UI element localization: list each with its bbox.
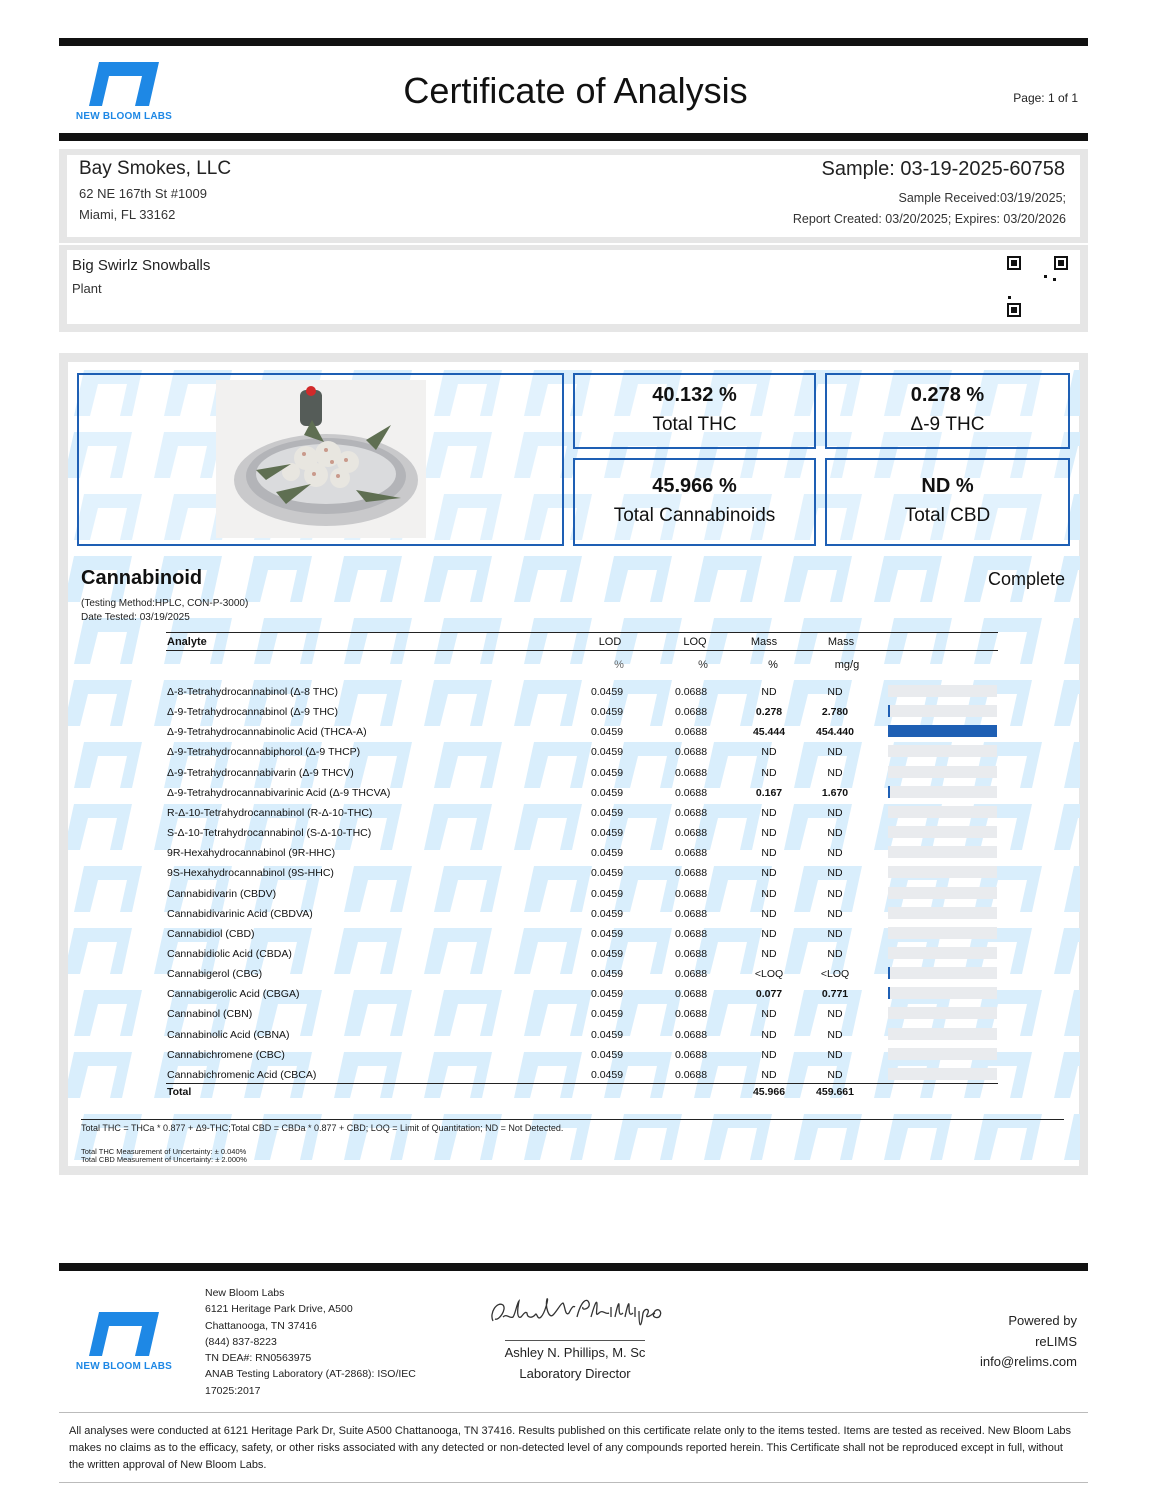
powered-by: Powered by	[1008, 1313, 1077, 1328]
header-bottom-rule	[59, 133, 1088, 141]
cell-mass-pct: ND	[761, 907, 777, 920]
cell-loq: 0.0688	[674, 907, 708, 920]
cell-mass-mg: ND	[827, 1068, 843, 1081]
cell-lod: 0.0459	[590, 806, 624, 819]
lab-dea: TN DEA#: RN0563975	[205, 1352, 312, 1365]
stat-value: 45.966 %	[652, 475, 737, 497]
cell-mass-mg: 454.440	[816, 726, 854, 739]
col-analyte: Analyte	[167, 636, 207, 648]
unit-lod: %	[614, 659, 624, 671]
cell-lod: 0.0459	[590, 1028, 624, 1041]
sample-photo	[216, 380, 426, 538]
section-title: Cannabinoid	[81, 567, 203, 589]
col-lod: LOD	[598, 636, 622, 648]
cell-lod: 0.0459	[590, 1068, 624, 1081]
analyte-name: S-Δ-10-Tetrahydrocannabinol (S-Δ-10-THC)	[167, 827, 372, 840]
level-bar-track	[888, 685, 997, 697]
uncertainty-cbd: Total CBD Measurement of Uncertainty: ± 2.000%	[81, 1155, 247, 1164]
level-bar-track	[888, 866, 997, 878]
table-header-rule	[166, 650, 998, 651]
stat-label: Total CBD	[904, 505, 991, 526]
cell-mass-mg: ND	[827, 806, 843, 819]
cell-mass-pct: ND	[761, 686, 777, 698]
cell-mass-pct: ND	[761, 1008, 777, 1021]
cell-lod: 0.0459	[590, 847, 624, 860]
stat-total-thc	[573, 373, 816, 449]
cell-mass-mg: ND	[827, 847, 843, 860]
lab-address1: 6121 Heritage Park Drive, A500	[205, 1303, 353, 1316]
level-bar-track	[888, 806, 997, 818]
cell-lod: 0.0459	[590, 907, 624, 920]
cell-loq: 0.0688	[674, 968, 708, 981]
cell-loq: 0.0688	[674, 1048, 708, 1061]
stat-value: 40.132 %	[652, 384, 737, 406]
table-bottom-rule	[81, 1119, 1064, 1120]
cell-mass-pct: ND	[761, 827, 777, 840]
date-tested: Date Tested: 03/19/2025	[81, 612, 190, 623]
cell-loq: 0.0688	[674, 726, 708, 739]
unit-mass-mg: mg/g	[834, 659, 860, 671]
analyte-name: Δ-9-Tetrahydrocannabivarinic Acid (Δ-9 THCVA)	[167, 786, 391, 799]
cell-loq: 0.0688	[674, 867, 708, 880]
client-address-line2: Miami, FL 33162	[79, 207, 176, 222]
client-address-line1: 62 NE 167th St #1009	[79, 186, 207, 201]
cell-mass-pct: ND	[761, 1028, 777, 1041]
analyte-name: Cannabidiol (CBD)	[167, 927, 255, 940]
lab-contact	[205, 1285, 445, 1399]
cell-loq: 0.0688	[674, 746, 708, 759]
cell-lod: 0.0459	[590, 988, 624, 1001]
cell-mass-pct: 0.077	[755, 988, 783, 1001]
product-panel	[59, 245, 1088, 332]
cell-lod: 0.0459	[590, 726, 624, 739]
sample-received: Sample Received:03/19/2025;	[898, 191, 1066, 205]
cell-lod: 0.0459	[590, 1008, 624, 1021]
analyte-name: Δ-9-Tetrahydrocannabiphorol (Δ-9 THCP)	[167, 746, 361, 759]
signature-line	[505, 1340, 645, 1341]
level-bar-track	[888, 967, 997, 979]
cell-loq: 0.0688	[674, 786, 708, 799]
cell-mass-mg: 0.771	[821, 988, 849, 1001]
cell-loq: 0.0688	[674, 947, 708, 960]
analyte-name: Cannabidivarinic Acid (CBDVA)	[167, 907, 313, 920]
cell-loq: 0.0688	[674, 1068, 708, 1081]
cell-mass-mg: <LOQ	[820, 968, 850, 981]
sample-id: Sample: 03-19-2025-60758	[821, 158, 1065, 180]
cell-lod: 0.0459	[590, 947, 624, 960]
cell-mass-mg: ND	[827, 827, 843, 840]
level-bar-track	[888, 1048, 997, 1060]
product-name: Big Swirlz Snowballs	[72, 257, 211, 274]
level-bar-track	[888, 786, 997, 798]
cell-loq: 0.0688	[674, 1028, 708, 1041]
signature-image	[487, 1293, 667, 1338]
col-loq: LOQ	[683, 636, 707, 648]
unit-mass-pct: %	[768, 659, 778, 671]
stat-label: Total THC	[652, 414, 737, 435]
stat-value: ND %	[921, 475, 974, 497]
cell-lod: 0.0459	[590, 686, 624, 698]
cell-mass-mg: ND	[827, 867, 843, 880]
cell-lod: 0.0459	[590, 968, 624, 981]
analyte-name: Cannabinol (CBN)	[167, 1008, 253, 1021]
level-bar-track	[888, 1028, 997, 1040]
logo-text: NEW BLOOM LABS	[75, 111, 173, 122]
footer-bottom-rule	[59, 1482, 1088, 1483]
cell-loq: 0.0688	[674, 686, 708, 698]
cell-mass-mg: ND	[827, 746, 843, 759]
cell-mass-mg: ND	[827, 1028, 843, 1041]
analyte-name: Cannabigerol (CBG)	[167, 968, 263, 981]
cell-lod: 0.0459	[590, 1048, 624, 1061]
analyte-name: Cannabinolic Acid (CBNA)	[167, 1028, 290, 1041]
cell-lod: 0.0459	[590, 927, 624, 940]
total-mass-mg: 459.661	[816, 1086, 854, 1098]
cell-mass-pct: ND	[761, 867, 777, 880]
stat-d9-thc	[825, 373, 1070, 449]
logo-text: NEW BLOOM LABS	[75, 1361, 173, 1372]
formula-note: Total THC = THCa * 0.877 + Δ9-THC;Total CBD = CBDa * 0.877 + CBD; LOQ = Limit of Quantitation; ND = Not Detected.	[81, 1123, 564, 1133]
analyte-name: Δ-8-Tetrahydrocannabinol (Δ-8 THC)	[167, 686, 339, 698]
header-top-rule	[59, 38, 1088, 46]
report-dates: Report Created: 03/20/2025; Expires: 03/20/2026	[792, 212, 1066, 226]
cell-mass-pct: ND	[761, 806, 777, 819]
cell-mass-pct: 0.278	[755, 706, 783, 719]
client-name: Bay Smokes, LLC	[79, 158, 232, 179]
qr-code-icon[interactable]	[1007, 256, 1068, 322]
total-label: Total	[167, 1086, 192, 1098]
disclaimer: All analyses were conducted at 6121 Heritage Park Dr, Suite A500 Chattanooga, TN 37416. Results published on this certificate relate only to the items tested. Items are tested as received. New Bloom Labs makes no claims as to the efficacy, safety, or other risks associated with any detected or non-detected level of any compounds reported herein. This Certificate shall not be reproduced except in full, without the written approval of New Bloom Labs.	[69, 1425, 1071, 1471]
stat-total-cannabinoids	[573, 458, 816, 546]
analyte-name: Cannabichromenic Acid (CBCA)	[167, 1068, 317, 1081]
level-bar-track	[888, 1068, 997, 1080]
cell-lod: 0.0459	[590, 827, 624, 840]
col-mass-pct: Mass	[750, 636, 778, 648]
cell-mass-pct: ND	[761, 847, 777, 860]
cell-loq: 0.0688	[674, 806, 708, 819]
lab-address2: Chattanooga, TN 37416	[205, 1319, 317, 1332]
lab-name: New Bloom Labs	[205, 1287, 285, 1299]
cell-mass-mg: 1.670	[821, 786, 849, 799]
cell-mass-mg: ND	[827, 907, 843, 920]
contact-email[interactable]: info@relims.com	[980, 1354, 1077, 1369]
section-status: Complete	[987, 569, 1065, 589]
cell-mass-mg: ND	[827, 1008, 843, 1021]
lab-accreditation: ANAB Testing Laboratory (AT-2868): ISO/IEC 17025:2017	[205, 1368, 416, 1397]
signer-title: Laboratory Director	[519, 1366, 631, 1381]
col-mass-mg: Mass	[827, 636, 855, 648]
cell-mass-mg: ND	[827, 887, 843, 900]
analyte-name: Cannabidivarin (CBDV)	[167, 887, 277, 900]
level-bar-track	[888, 987, 997, 999]
cell-loq: 0.0688	[674, 887, 708, 900]
footer-divider	[59, 1412, 1088, 1413]
cell-lod: 0.0459	[590, 867, 624, 880]
cell-lod: 0.0459	[590, 766, 624, 779]
cell-lod: 0.0459	[590, 746, 624, 759]
cell-loq: 0.0688	[674, 847, 708, 860]
cell-mass-pct: ND	[761, 927, 777, 940]
cell-mass-mg: ND	[827, 947, 843, 960]
level-bar-track	[888, 705, 997, 717]
cell-mass-pct: ND	[761, 947, 777, 960]
cell-mass-pct: ND	[761, 766, 777, 779]
analyte-name: Cannabichromene (CBC)	[167, 1048, 285, 1061]
level-bar-fill	[888, 967, 890, 979]
cell-loq: 0.0688	[674, 827, 708, 840]
uncertainty-thc: Total THC Measurement of Uncertainty: ± 0.040%	[81, 1147, 247, 1156]
analyte-name: Δ-9-Tetrahydrocannabivarin (Δ-9 THCV)	[167, 766, 354, 779]
cell-lod: 0.0459	[590, 706, 624, 719]
analyte-name: 9R-Hexahydrocannabinol (9R-HHC)	[167, 847, 336, 860]
analyte-name: R-Δ-10-Tetrahydrocannabinol (R-Δ-10-THC)	[167, 806, 373, 819]
stat-label: Total Cannabinoids	[613, 505, 776, 526]
analyte-name: Δ-9-Tetrahydrocannabinolic Acid (THCA-A)	[167, 726, 367, 739]
level-bar-fill	[888, 705, 890, 717]
level-bar-track	[888, 826, 997, 838]
cell-mass-mg: ND	[827, 686, 843, 698]
cell-mass-mg: ND	[827, 1048, 843, 1061]
level-bar-track	[888, 846, 997, 858]
cell-mass-pct: ND	[761, 1068, 777, 1081]
cell-mass-mg: ND	[827, 927, 843, 940]
table-total-rule	[166, 1083, 998, 1084]
level-bar-track	[888, 766, 997, 778]
level-bar-track	[888, 907, 997, 919]
cell-mass-pct: 45.444	[752, 726, 786, 739]
logo-mark-icon	[69, 1308, 179, 1358]
product-type: Plant	[72, 281, 102, 296]
cell-loq: 0.0688	[674, 706, 708, 719]
level-bar-track	[888, 745, 997, 757]
cell-mass-pct: ND	[761, 887, 777, 900]
testing-method: (Testing Method:HPLC, CON-P-3000)	[81, 598, 249, 609]
cell-loq: 0.0688	[674, 988, 708, 1001]
cell-loq: 0.0688	[674, 1008, 708, 1021]
cell-mass-mg: ND	[827, 766, 843, 779]
page-number: Page: 1 of 1	[1013, 91, 1078, 105]
cell-lod: 0.0459	[590, 887, 624, 900]
level-bar-track	[888, 927, 997, 939]
level-bar-fill	[888, 725, 997, 737]
signer-name: Ashley N. Phillips, M. Sc	[504, 1345, 646, 1360]
level-bar-fill	[888, 987, 890, 999]
footer-top-rule	[59, 1263, 1088, 1271]
cell-mass-pct: ND	[761, 1048, 777, 1061]
analyte-name: Cannabigerolic Acid (CBGA)	[167, 988, 300, 1001]
powered-by-name: reLIMS	[1035, 1334, 1077, 1349]
level-bar-track	[888, 1007, 997, 1019]
analyte-name: 9S-Hexahydrocannabinol (9S-HHC)	[167, 867, 334, 880]
footer-logo	[69, 1308, 179, 1372]
cell-mass-pct: <LOQ	[754, 968, 784, 981]
analyte-name: Δ-9-Tetrahydrocannabinol (Δ-9 THC)	[167, 706, 339, 719]
analyte-name: Cannabidiolic Acid (CBDA)	[167, 947, 292, 960]
cell-mass-mg: 2.780	[821, 706, 849, 719]
cell-lod: 0.0459	[590, 786, 624, 799]
level-bar-fill	[888, 786, 890, 798]
page-title: Certificate of Analysis	[403, 70, 748, 111]
cell-loq: 0.0688	[674, 766, 708, 779]
stat-value: 0.278 %	[910, 384, 985, 406]
stat-label: Δ-9 THC	[910, 414, 985, 435]
total-mass-pct: 45.966	[752, 1086, 786, 1098]
unit-loq: %	[698, 659, 708, 671]
level-bar-track	[888, 887, 997, 899]
cell-loq: 0.0688	[674, 927, 708, 940]
stat-total-cbd	[825, 458, 1070, 546]
level-bar-track	[888, 947, 997, 959]
table-top-rule	[166, 632, 998, 633]
lab-phone: (844) 837-8223	[205, 1335, 277, 1348]
cell-mass-pct: ND	[761, 746, 777, 759]
cell-mass-pct: 0.167	[755, 786, 783, 799]
